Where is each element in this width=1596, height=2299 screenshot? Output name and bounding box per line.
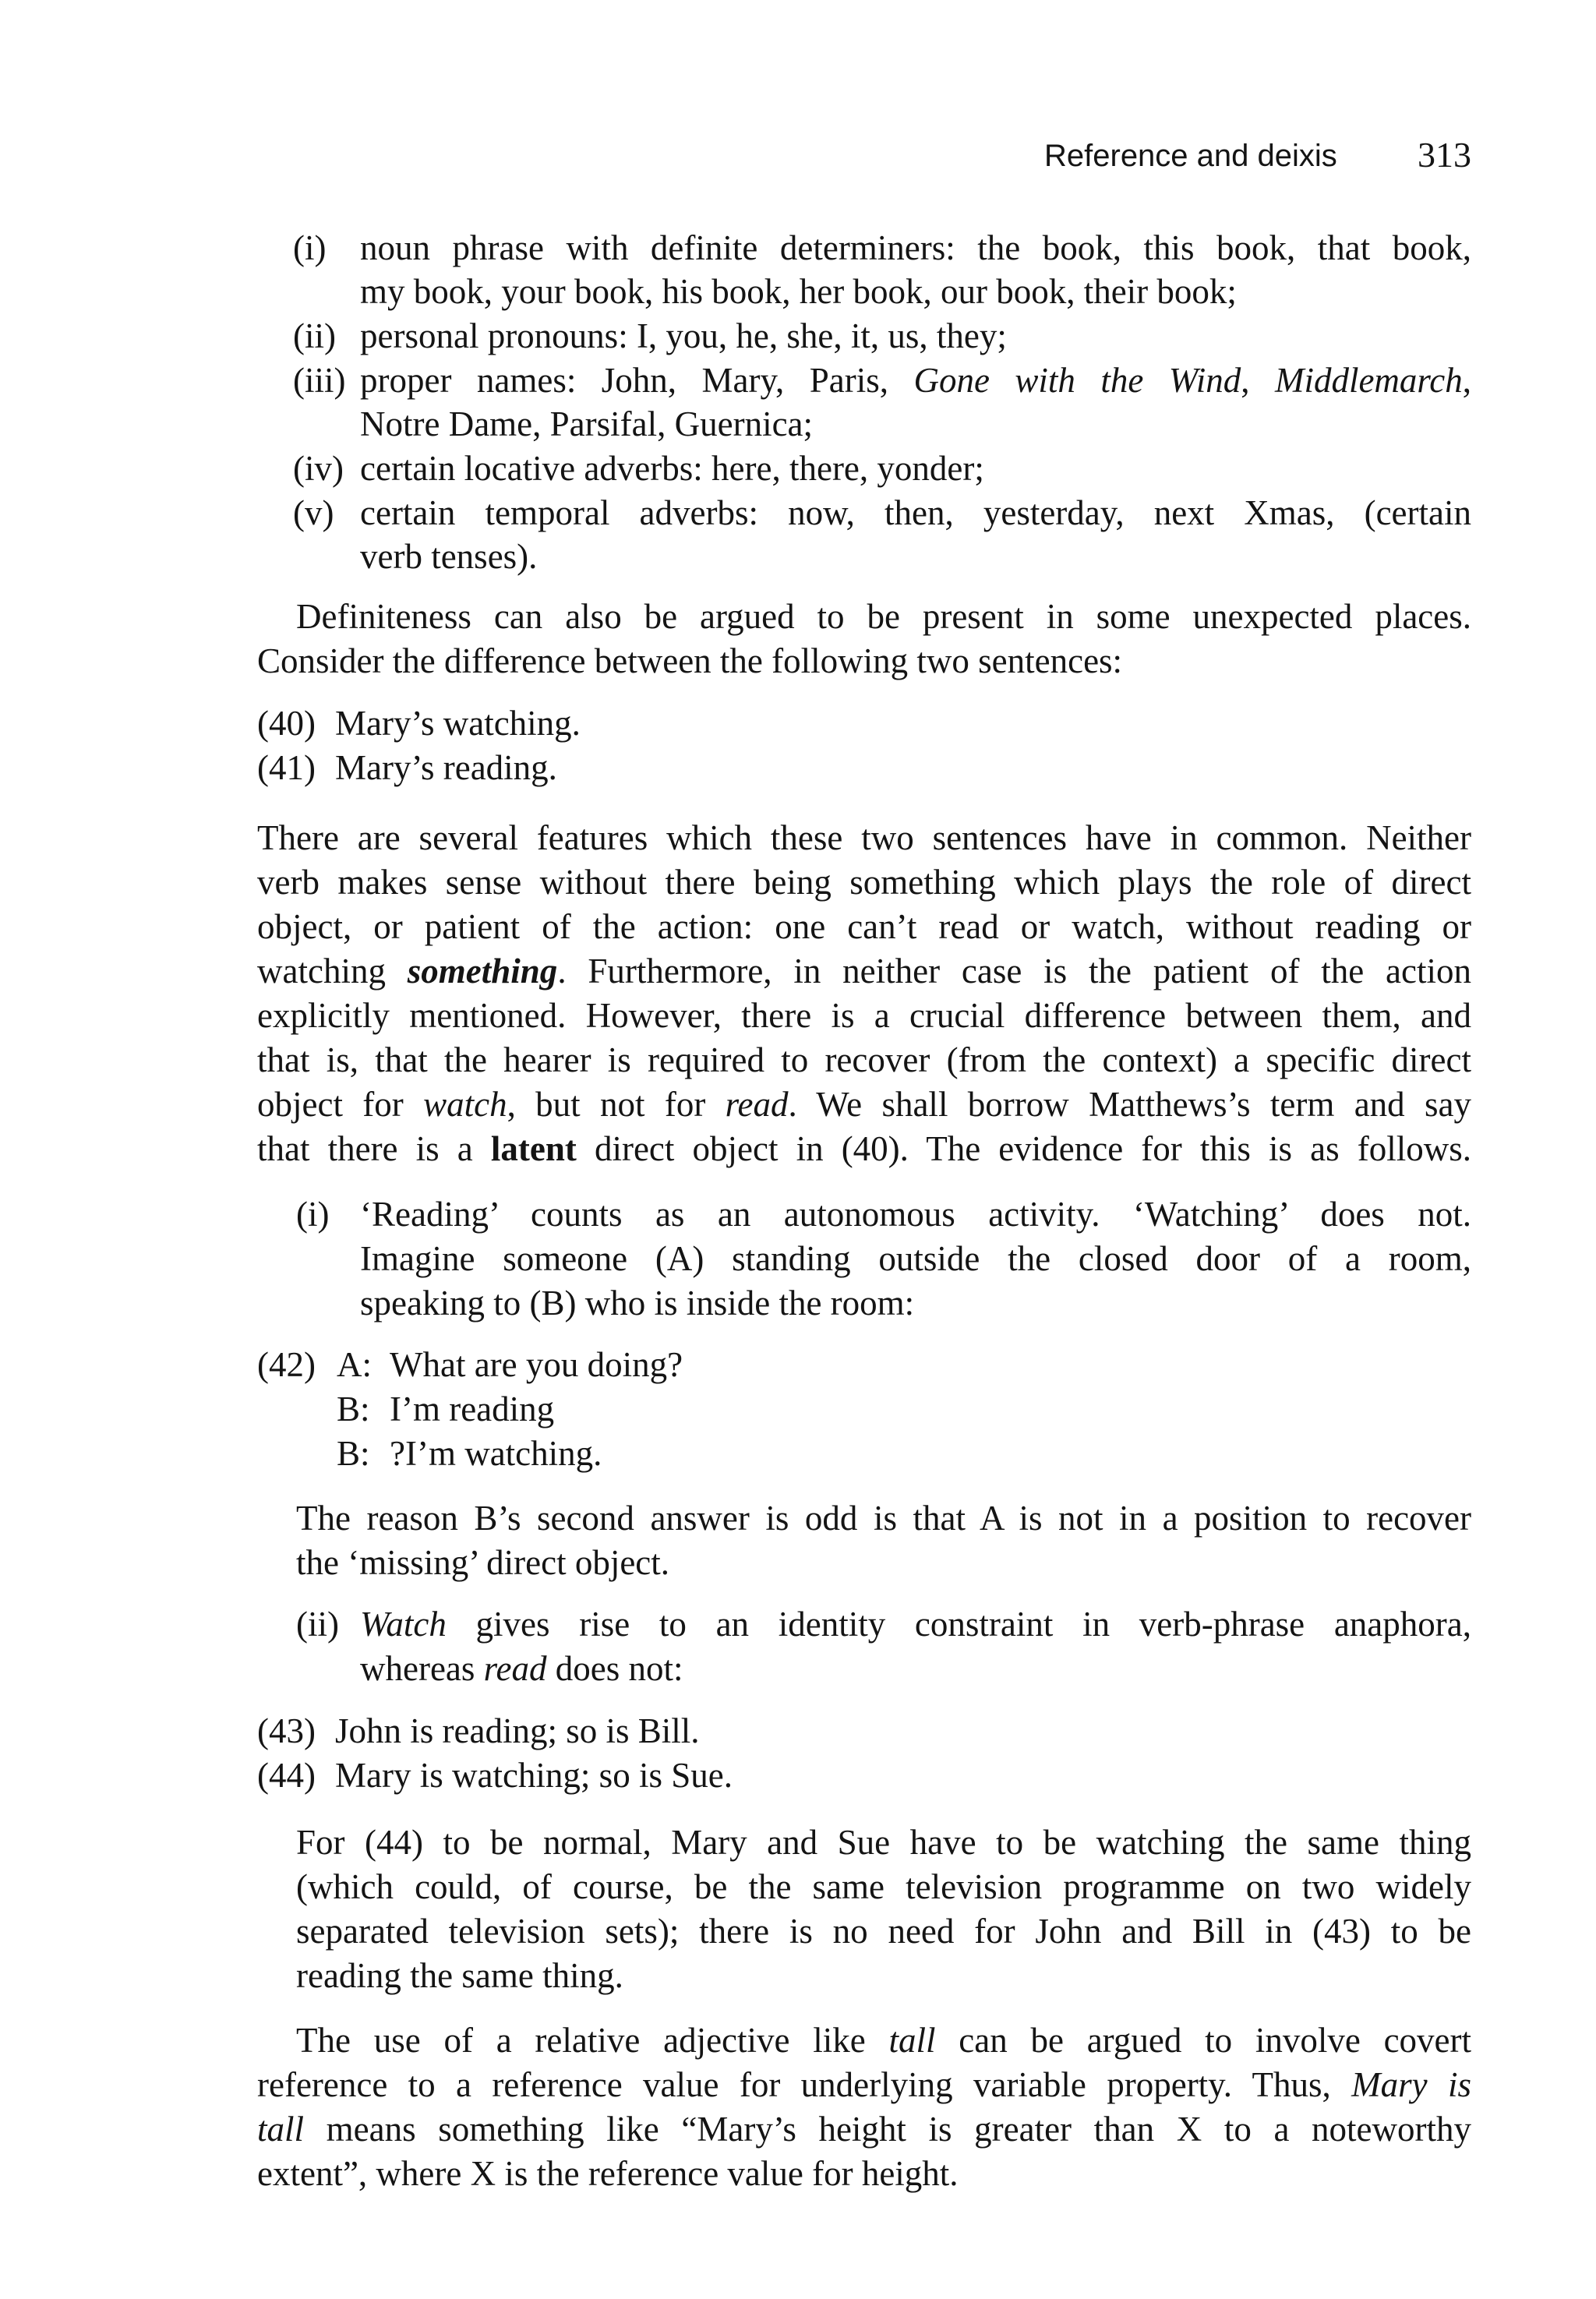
emphasis: tall [257, 2110, 305, 2149]
text-run: . Furthermore, in neither case is the patient of the action [557, 952, 1471, 991]
text-run: does not: [546, 1649, 683, 1688]
example-text: Mary’s reading. [335, 748, 557, 787]
evidence-line: speaking to (B) who is inside the room: [360, 1284, 915, 1323]
text-run: watching [257, 952, 408, 991]
emphasis: read [725, 1085, 789, 1124]
emphasis: tall [888, 2021, 936, 2060]
text-run: proper names: John, Mary, Paris, [360, 361, 914, 400]
paragraph-line: reading the same thing. [296, 1956, 623, 1995]
paragraph-line: extent”, where X is the reference value for height. [257, 2154, 959, 2193]
list-item-line: personal pronouns: I, you, he, she, it, us, they; [360, 316, 1007, 355]
emphasis: something [407, 952, 558, 991]
list-label: (i) [296, 1195, 330, 1234]
text-run: , [1462, 361, 1471, 400]
evidence-line: ‘Reading’ counts as an autonomous activity. ‘Watching’ does not. [360, 1195, 1471, 1234]
italic-title: Gone with the Wind [913, 361, 1241, 400]
example-41 [257, 746, 557, 789]
paragraph-line: that is, that the hearer is required to recover (from the context) a specific direct [257, 1040, 1471, 1079]
paragraph-line: For (44) to be normal, Mary and Sue have to be watching the same thing [296, 1823, 1471, 1862]
example-text: John is reading; so is Bill. [335, 1711, 700, 1750]
paragraph-line: Consider the difference between the following two sentences: [257, 641, 1123, 680]
list-item-line: noun phrase with definite determiners: the book, this book, that book, [360, 228, 1471, 267]
text-run: direct object in (40). The evidence for this is as follows. [576, 1129, 1471, 1168]
paragraph-line: (which could, of course, be the same television programme on two widely [296, 1867, 1471, 1906]
example-number: (44) [257, 1756, 316, 1795]
paragraph-line: object, or patient of the action: one can’t read or watch, without reading or [257, 907, 1471, 946]
paragraph-line [257, 1082, 1471, 1126]
list-label: (iv) [293, 449, 344, 488]
speaker-text: What are you doing? [390, 1345, 683, 1384]
speaker-label: A: [337, 1345, 372, 1384]
text-run: gives rise to an identity constraint in verb-phrase anaphora, [446, 1605, 1471, 1644]
list-item-line: certain temporal adverbs: now, then, yesterday, next Xmas, (certain [360, 493, 1471, 532]
example-44 [257, 1753, 733, 1797]
text-run: , but not for [507, 1085, 726, 1124]
paragraph-line: separated television sets); there is no need for John and Bill in (43) to be [296, 1912, 1471, 1951]
paragraph-line [257, 949, 1471, 993]
example-number: (41) [257, 748, 316, 787]
emphasis: Mary is [1351, 2065, 1471, 2104]
text-run: , [1241, 361, 1275, 400]
example-43 [257, 1709, 700, 1753]
evidence-line: Imagine someone (A) standing outside the closed door of a room, [360, 1239, 1471, 1278]
paragraph-line [296, 2018, 1471, 2062]
evidence-line [360, 1602, 1471, 1646]
text-run: means something like “Mary’s height is greater than X to a noteworthy [304, 2110, 1471, 2149]
emphasis: watch [423, 1085, 507, 1124]
example-40 [257, 701, 581, 745]
list-item-line: my book, your book, his book, her book, our book, their book; [360, 272, 1237, 311]
emphasis: Watch [360, 1605, 447, 1644]
italic-title: Middlemarch [1274, 361, 1463, 400]
paragraph-line: verb makes sense without there being something which plays the role of direct [257, 863, 1471, 902]
example-number: (42) [257, 1345, 316, 1384]
speaker-label: B: [337, 1434, 370, 1473]
example-number: (43) [257, 1711, 316, 1750]
paragraph-line [257, 2107, 1471, 2151]
list-item-line [360, 358, 1471, 402]
text-run: can be argued to involve covert [935, 2021, 1472, 2060]
paragraph-line: explicitly mentioned. However, there is a crucial difference between them, and [257, 996, 1471, 1035]
text-run: reference to a reference value for underlying variable property. Thus, [257, 2065, 1352, 2104]
paragraph-line: The reason B’s second answer is odd is that A is not in a position to recover [296, 1499, 1471, 1538]
paragraph-line [257, 2063, 1471, 2107]
list-label: (ii) [293, 316, 336, 355]
paragraph-line: There are several features which these two sentences have in common. Neither [257, 818, 1471, 857]
speaker-text: I’m reading [390, 1390, 555, 1428]
text-run: whereas [360, 1649, 484, 1688]
example-number: (40) [257, 704, 316, 743]
speaker-text: ?I’m watching. [390, 1434, 602, 1473]
term-latent: latent [490, 1129, 577, 1168]
list-item-line: certain locative adverbs: here, there, yonder; [360, 449, 984, 488]
page-number: 313 [1418, 135, 1471, 175]
running-header [1044, 134, 1471, 181]
text-run: that there is a [257, 1129, 491, 1168]
text-run: . We shall borrow Matthews’s term and say [788, 1085, 1471, 1124]
list-label: (ii) [296, 1605, 339, 1644]
speaker-label: B: [337, 1390, 370, 1428]
list-label: (v) [293, 493, 334, 532]
example-text: Mary is watching; so is Sue. [335, 1756, 733, 1795]
emphasis: read [483, 1649, 547, 1688]
list-item-line: verb tenses). [360, 537, 538, 576]
text-run: The use of a relative adjective like [296, 2021, 889, 2060]
evidence-line [360, 1647, 683, 1690]
list-label: (i) [293, 228, 327, 267]
text-run: object for [257, 1085, 424, 1124]
paragraph-line [257, 1127, 1471, 1171]
paragraph-line: Definiteness can also be argued to be present in some unexpected places. [296, 597, 1471, 636]
example-text: Mary’s watching. [335, 704, 581, 743]
paragraph-line: the ‘missing’ direct object. [296, 1543, 670, 1582]
running-title: Reference and deixis [1044, 139, 1337, 173]
list-label: (iii) [293, 361, 346, 400]
list-item-line: Notre Dame, Parsifal, Guernica; [360, 404, 814, 443]
